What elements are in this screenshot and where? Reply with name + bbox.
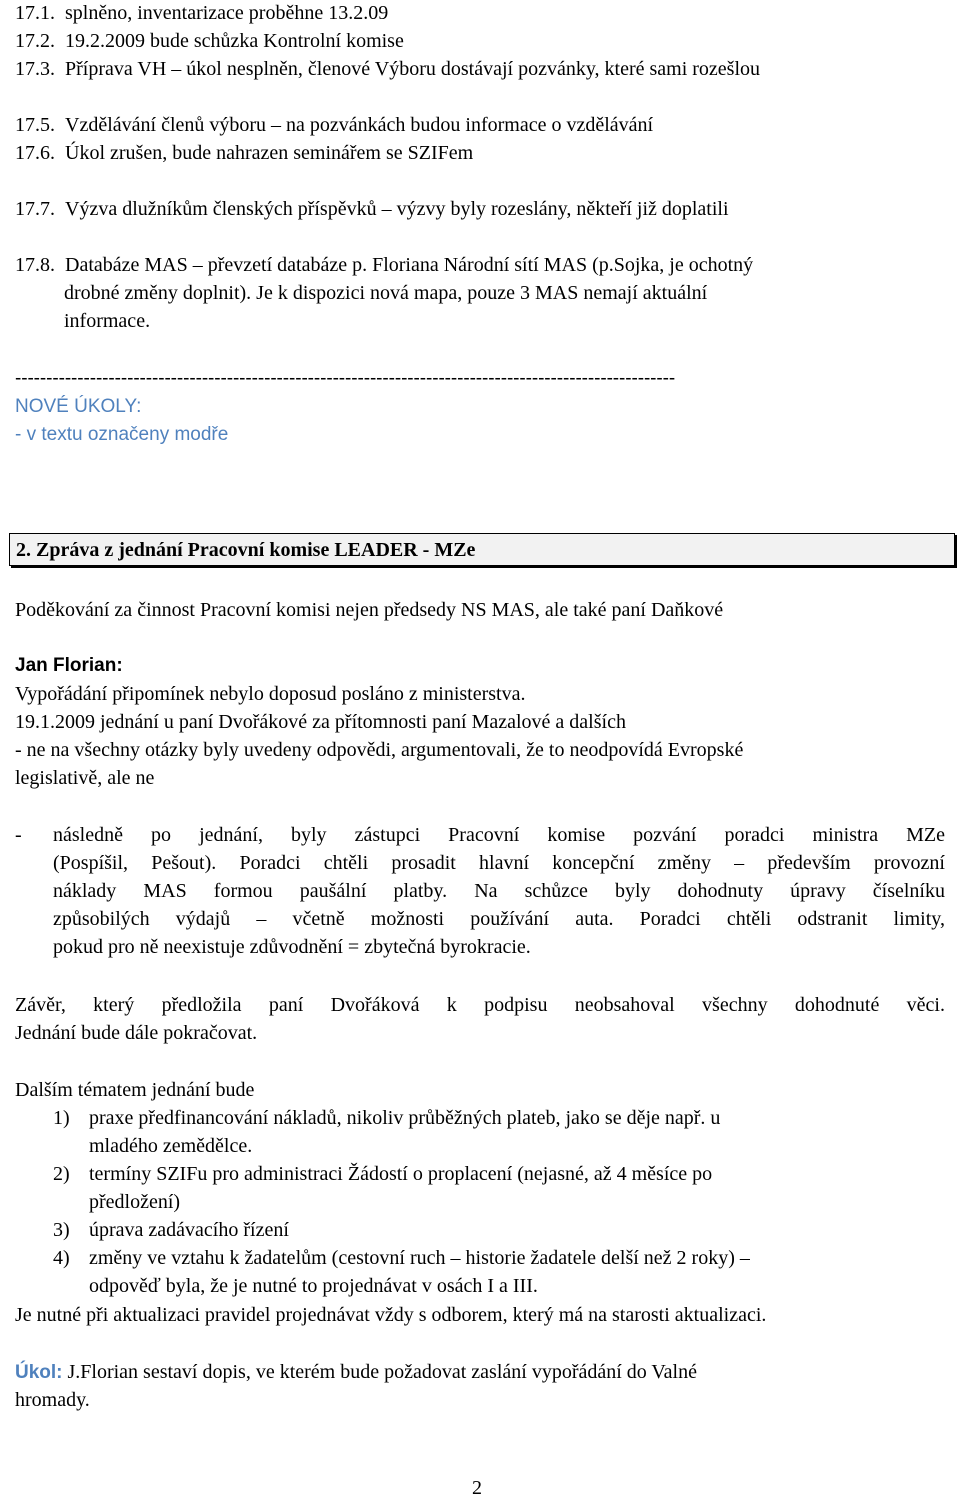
prev-item-17-3: 17.3. Příprava VH – úkol nesplněn, členové Výboru dostávají pozvánky, které sami rozešlou bbox=[15, 58, 761, 80]
prev-item-17-7: 17.7. Výzva dlužníkům členských příspěvků – výzvy byly rozeslány, někteří již doplatili bbox=[15, 198, 729, 220]
paragraph-6: Dalším tématem jednání bude bbox=[15, 1079, 255, 1101]
list-item-2-num: 2) bbox=[53, 1163, 70, 1185]
paragraph-2: 19.1.2009 jednání u paní Dvořákové za přítomnosti paní Mazalové a dalších bbox=[15, 711, 626, 733]
list-item-1-line2: mladého zemědělce. bbox=[89, 1135, 253, 1157]
prev-item-17-1: 17.1. splněno, inventarizace proběhne 13.2.09 bbox=[15, 2, 389, 24]
list-item-4-line2: odpověď byla, že je nutné to projednávat v osách I a III. bbox=[89, 1275, 538, 1297]
task-label: Úkol: bbox=[15, 1362, 63, 1383]
list-item-4-line1: změny ve vztahu k žadatelům (cestovní ruch – historie žadatele delší než 2 roky) – bbox=[89, 1247, 750, 1269]
paragraph-4-line3: náklady MAS formou paušální platby. Na schůzce byly dohodnuty úpravy číselníku bbox=[53, 880, 945, 902]
paragraph-5-line1: Závěr, který předložila paní Dvořáková k podpisu neobsahoval všechny dohodnuté věci. bbox=[15, 994, 945, 1016]
prev-item-17-8-line2: drobné změny doplnit). Je k dispozici nová mapa, pouze 3 MAS nemají aktuální bbox=[64, 282, 708, 304]
list-item-2-line2: předložení) bbox=[89, 1191, 181, 1213]
list-item-3-line1: úprava zadávacího řízení bbox=[89, 1219, 289, 1241]
list-item-1-line1: praxe předfinancování nákladů, nikoliv průběžných plateb, jako se děje např. u bbox=[89, 1107, 721, 1129]
task-text: J.Florian sestaví dopis, ve kterém bude požadovat zaslání vypořádání do Valné bbox=[62, 1361, 697, 1383]
task-line2: hromady. bbox=[15, 1389, 90, 1411]
prev-item-17-2: 17.2. 19.2.2009 bude schůzka Kontrolní komise bbox=[15, 30, 404, 52]
paragraph-1: Vypořádání připomínek nebylo doposud posláno z ministerstva. bbox=[15, 683, 526, 705]
paragraph-4-line4: způsobilých výdajů – včetně možnosti používání auta. Poradci chtěli odstranit limity, bbox=[53, 908, 945, 930]
list-item-1-num: 1) bbox=[53, 1107, 70, 1129]
prev-item-17-5: 17.5. Vzdělávání členů výboru – na pozvánkách budou informace o vzdělávání bbox=[15, 114, 654, 136]
paragraph-3-line2: legislativě, ale ne bbox=[15, 767, 155, 789]
paragraph-5-line2: Jednání bude dále pokračovat. bbox=[15, 1022, 258, 1044]
paragraph-4-line2: (Pospíšil, Pešout). Poradci chtěli prosadit hlavní koncepční změny – především provozní bbox=[53, 852, 945, 874]
task-line1 bbox=[15, 1359, 697, 1386]
prev-item-17-8-line3: informace. bbox=[64, 310, 151, 332]
new-tasks-title: NOVÉ ÚKOLY: bbox=[15, 396, 142, 417]
paragraph-7: Je nutné při aktualizaci pravidel projednávat vždy s odborem, který má na starosti aktualizaci. bbox=[15, 1304, 767, 1326]
speaker-name: Jan Florian: bbox=[15, 655, 123, 676]
paragraph-3-line1: - ne na všechny otázky byly uvedeny odpovědi, argumentovali, že to neodpovídá Evropské bbox=[15, 739, 744, 761]
list-item-4-num: 4) bbox=[53, 1247, 70, 1269]
list-item-2-line1: termíny SZIFu pro administraci Žádostí o proplacení (nejasné, až 4 měsíce po bbox=[89, 1163, 713, 1185]
prev-item-17-8: 17.8. Databáze MAS – převzetí databáze p. Floriana Národní sítí MAS (p.Sojka, je ochotný bbox=[15, 254, 754, 276]
paragraph-4-line5: pokud pro ně neexistuje zdůvodnění = zbytečná byrokracie. bbox=[53, 936, 531, 958]
bullet-dash: - bbox=[15, 824, 22, 846]
thanks-paragraph: Poděkování za činnost Pracovní komisi nejen předsedy NS MAS, ale také paní Daňkové bbox=[15, 599, 724, 621]
paragraph-4-line1: následně po jednání, byly zástupci Pracovní komise pozvání poradci ministra MZe bbox=[53, 824, 945, 846]
page-number: 2 bbox=[472, 1477, 482, 1499]
new-tasks-note: - v textu označeny modře bbox=[15, 424, 229, 445]
list-item-3-num: 3) bbox=[53, 1219, 70, 1241]
section-heading-box bbox=[9, 533, 955, 566]
prev-item-17-6: 17.6. Úkol zrušen, bude nahrazen seminářem se SZIFem bbox=[15, 142, 474, 164]
section-heading: 2. Zpráva z jednání Pracovní komise LEADER - MZe bbox=[16, 539, 476, 561]
separator-line: ---------------------------------------------------------------------------------------------------------- bbox=[15, 368, 676, 389]
